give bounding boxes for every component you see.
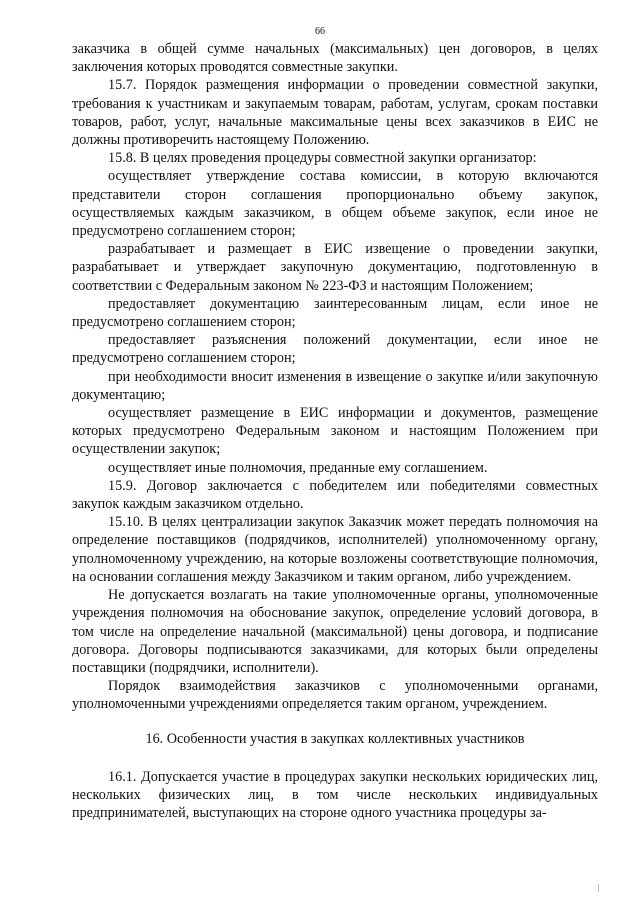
paragraph-15-8-item-5: при необходимости вносит изменения в извещение о закупке и/или закупочную документацию; (72, 368, 598, 403)
paragraph-15-8-item-6: осуществляет размещение в ЕИС информации и документов, размещение которых предусмотрено Федеральным законом и настоящим Положением при осуществлении закупок; (72, 405, 598, 458)
page-number: 66 (315, 26, 325, 37)
paragraph-15-8-item-3: предоставляет документацию заинтересованным лицам, если иное не предусмотрено соглашением сторон; (72, 295, 598, 331)
paragraph-15-9: 15.9. Договор заключается с победителем или победителями совместных закупок каждым заказчиком отдельно. (72, 477, 598, 513)
paragraph-15-8: 15.8. В целях проведения процедуры совместной закупки организатор: (108, 150, 537, 167)
paragraph-continuation: заказчика в общей сумме начальных (максимальных) цен договоров, в целях заключения которых проводятся совместные закупки. (72, 41, 598, 76)
scan-edge-mark (598, 884, 599, 892)
document-body (72, 40, 598, 822)
paragraph-15-10-restriction: Не допускается возлагать на такие уполномоченные органы, уполномоченные учреждения полномочия на обоснование закупок, определение условий договора, в том числе на определение начальной (максимальной) цены договора, и подписание договора. Договоры подписываются заказчиками, для которых были определены поставщики (подрядчики, исполнители). (72, 587, 598, 676)
paragraph-16-1: 16.1. Допускается участие в процедурах закупки нескольких юридических лиц, нескольких физических лиц, в том числе нескольких индивидуальных предпринимателей, выступающих на стороне одного участника процедуры за- (72, 768, 598, 822)
paragraph-15-10: 15.10. В целях централизации закупок Заказчик может передать полномочия на определение поставщиков (подрядчиков, исполнителей) уполномоченному органу, уполномоченному учреждению, на которые возложены соответствующие полномочия, на основании соглашения между Заказчиком и таким органом, либо учреждением. (72, 514, 598, 585)
paragraph-15-8-item-4: предоставляет разъяснения положений документации, если иное не предусмотрено соглашением сторон; (72, 332, 598, 367)
paragraph-15-8-item-2: разрабатывает и размещает в ЕИС извещение о проведении закупки, разрабатывает и утверждает закупочную документацию, подготовленную в соответствии с Федеральным законом № 223-ФЗ и настоящим Положением; (72, 241, 598, 294)
paragraph-15-7: 15.7. Порядок размещения информации о проведении совместной закупки, требования к участникам и закупаемым товарам, работам, услугам, срокам поставки товаров, работ, услуг, начальные максимальные цены всех заказчиков в ЕИС не должны противоречить настоящему Положению. (72, 77, 598, 149)
section-heading-16: 16. Особенности участия в закупках коллективных участников (145, 730, 525, 747)
paragraph-15-8-item-1: осуществляет утверждение состава комиссии, в которую включаются представители сторон соглашения пропорционально объему закупок, осуществляемых каждым заказчиком, в общем объеме закупок, если иное не предусмотрено соглашением сторон; (72, 168, 598, 240)
paragraph-15-10-interaction: Порядок взаимодействия заказчиков с уполномоченными органами, уполномоченными учреждениями определяется таким органом, учреждением. (72, 678, 598, 713)
paragraph-15-8-item-7: осуществляет иные полномочия, преданные ему соглашением. (108, 459, 488, 476)
